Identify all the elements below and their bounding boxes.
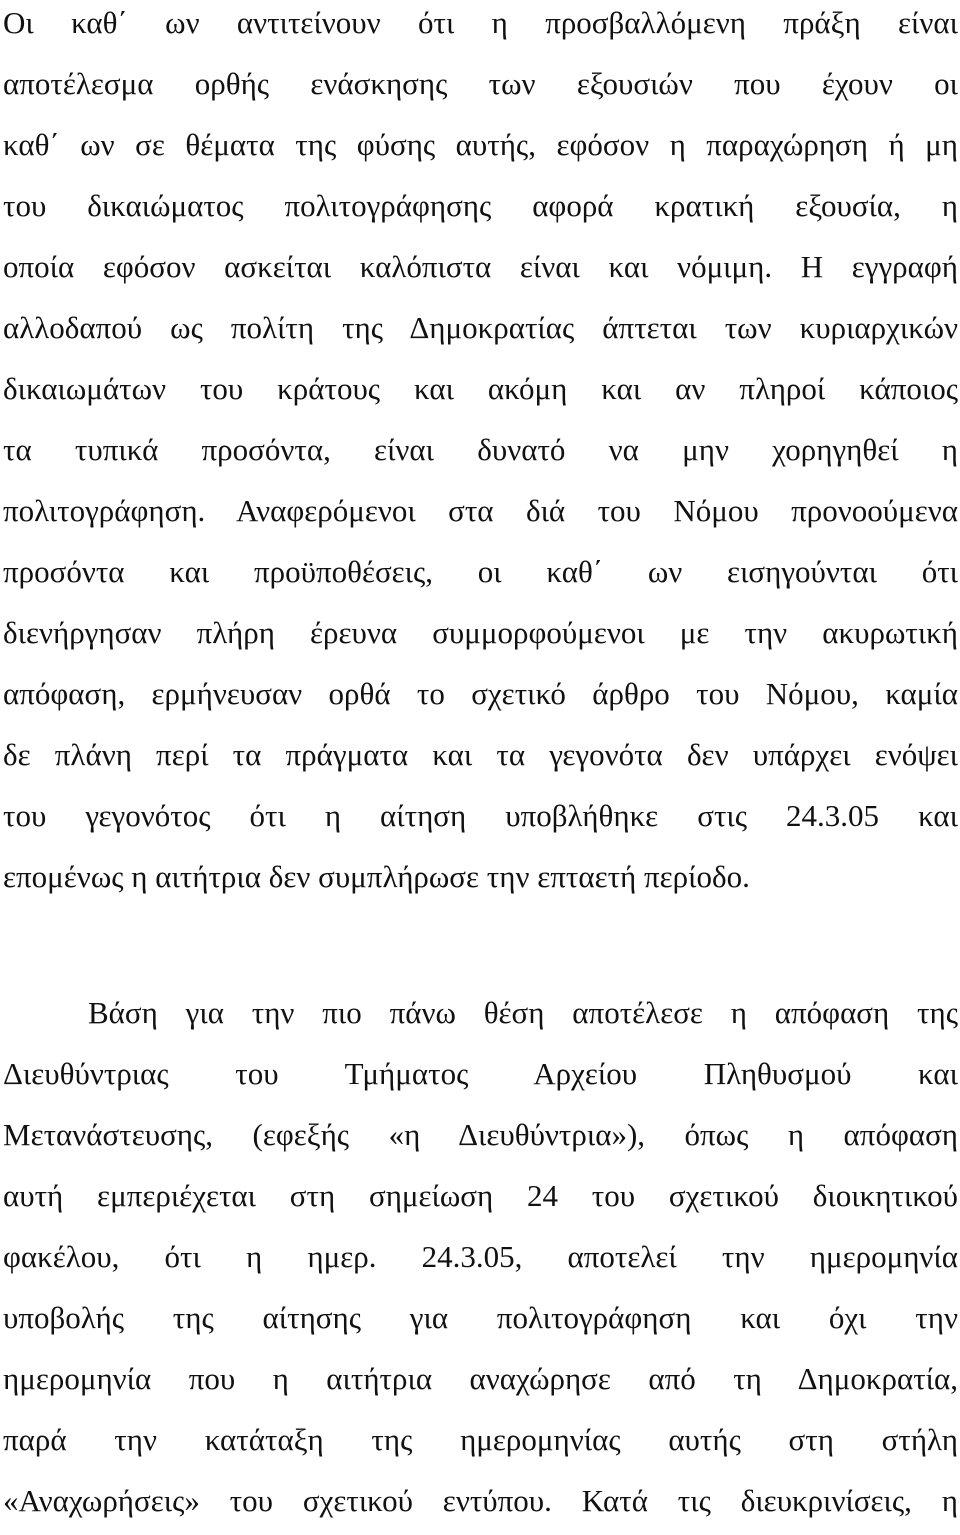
text-line: οποία εφόσον ασκείται καλόπιστα είναι και νόμιμη. Η εγγραφή [3, 249, 958, 284]
text-line: Βάση για την πιο πάνω θέση αποτέλεσε η απόφαση της [88, 995, 958, 1030]
text-line: ημερομηνία που η αιτήτρια αναχώρησε από τη Δημοκρατία, [3, 1361, 958, 1396]
text-line: Διευθύντριας του Τμήματος Αρχείου Πληθυσμού και [3, 1056, 958, 1091]
text-line: προσόντα και προϋποθέσεις, οι καθ΄ ων εισηγούνται ότι [3, 554, 958, 589]
text-line: τα τυπικά προσόντα, είναι δυνατό να μην χορηγηθεί η [3, 432, 958, 467]
text-line: καθ΄ ων σε θέματα της φύσης αυτής, εφόσον η παραχώρηση ή μη [3, 127, 958, 162]
text-line: διενήργησαν πλήρη έρευνα συμμορφούμενοι με την ακυρωτική [3, 615, 958, 650]
text-line: «Αναχωρήσεις» του σχετικού εντύπου. Κατά τις διευκρινίσεις, η [3, 1483, 958, 1518]
text-line: φακέλου, ότι η ημερ. 24.3.05, αποτελεί την ημερομηνία [3, 1239, 958, 1274]
text-line: Μετανάστευσης, (εφεξής «η Διευθύντρια»), όπως η απόφαση [3, 1117, 958, 1152]
text-line: απόφαση, ερμήνευσαν ορθά το σχετικό άρθρο του Νόμου, καμία [3, 676, 958, 711]
text-line: δε πλάνη περί τα πράγματα και τα γεγονότα δεν υπάρχει ενόψει [3, 737, 958, 772]
text-line: Οι καθ΄ ων αντιτείνουν ότι η προσβαλλόμενη πράξη είναι [3, 5, 958, 40]
text-line: αλλοδαπού ως πολίτη της Δημοκρατίας άπτεται των κυριαρχικών [3, 310, 958, 345]
text-line: πολιτογράφηση. Αναφερόμενοι στα διά του Νόμου προνοούμενα [3, 493, 958, 528]
text-line: του γεγονότος ότι η αίτηση υποβλήθηκε στις 24.3.05 και [3, 798, 958, 833]
text-line: δικαιωμάτων του κράτους και ακόμη και αν πληροί κάποιος [3, 371, 958, 406]
text-line: του δικαιώματος πολιτογράφησης αφορά κρατική εξουσία, η [3, 188, 958, 223]
text-line: αυτή εμπεριέχεται στη σημείωση 24 του σχετικού διοικητικού [3, 1178, 958, 1213]
text-line: υποβολής της αίτησης για πολιτογράφηση και όχι την [3, 1300, 958, 1335]
text-line: επομένως η αιτήτρια δεν συμπλήρωσε την επταετή περίοδο. [3, 859, 750, 894]
text-line: παρά την κατάταξη της ημερομηνίας αυτής στη στήλη [3, 1422, 958, 1457]
text-line: αποτέλεσμα ορθής ενάσκησης των εξουσιών που έχουν οι [3, 66, 958, 101]
